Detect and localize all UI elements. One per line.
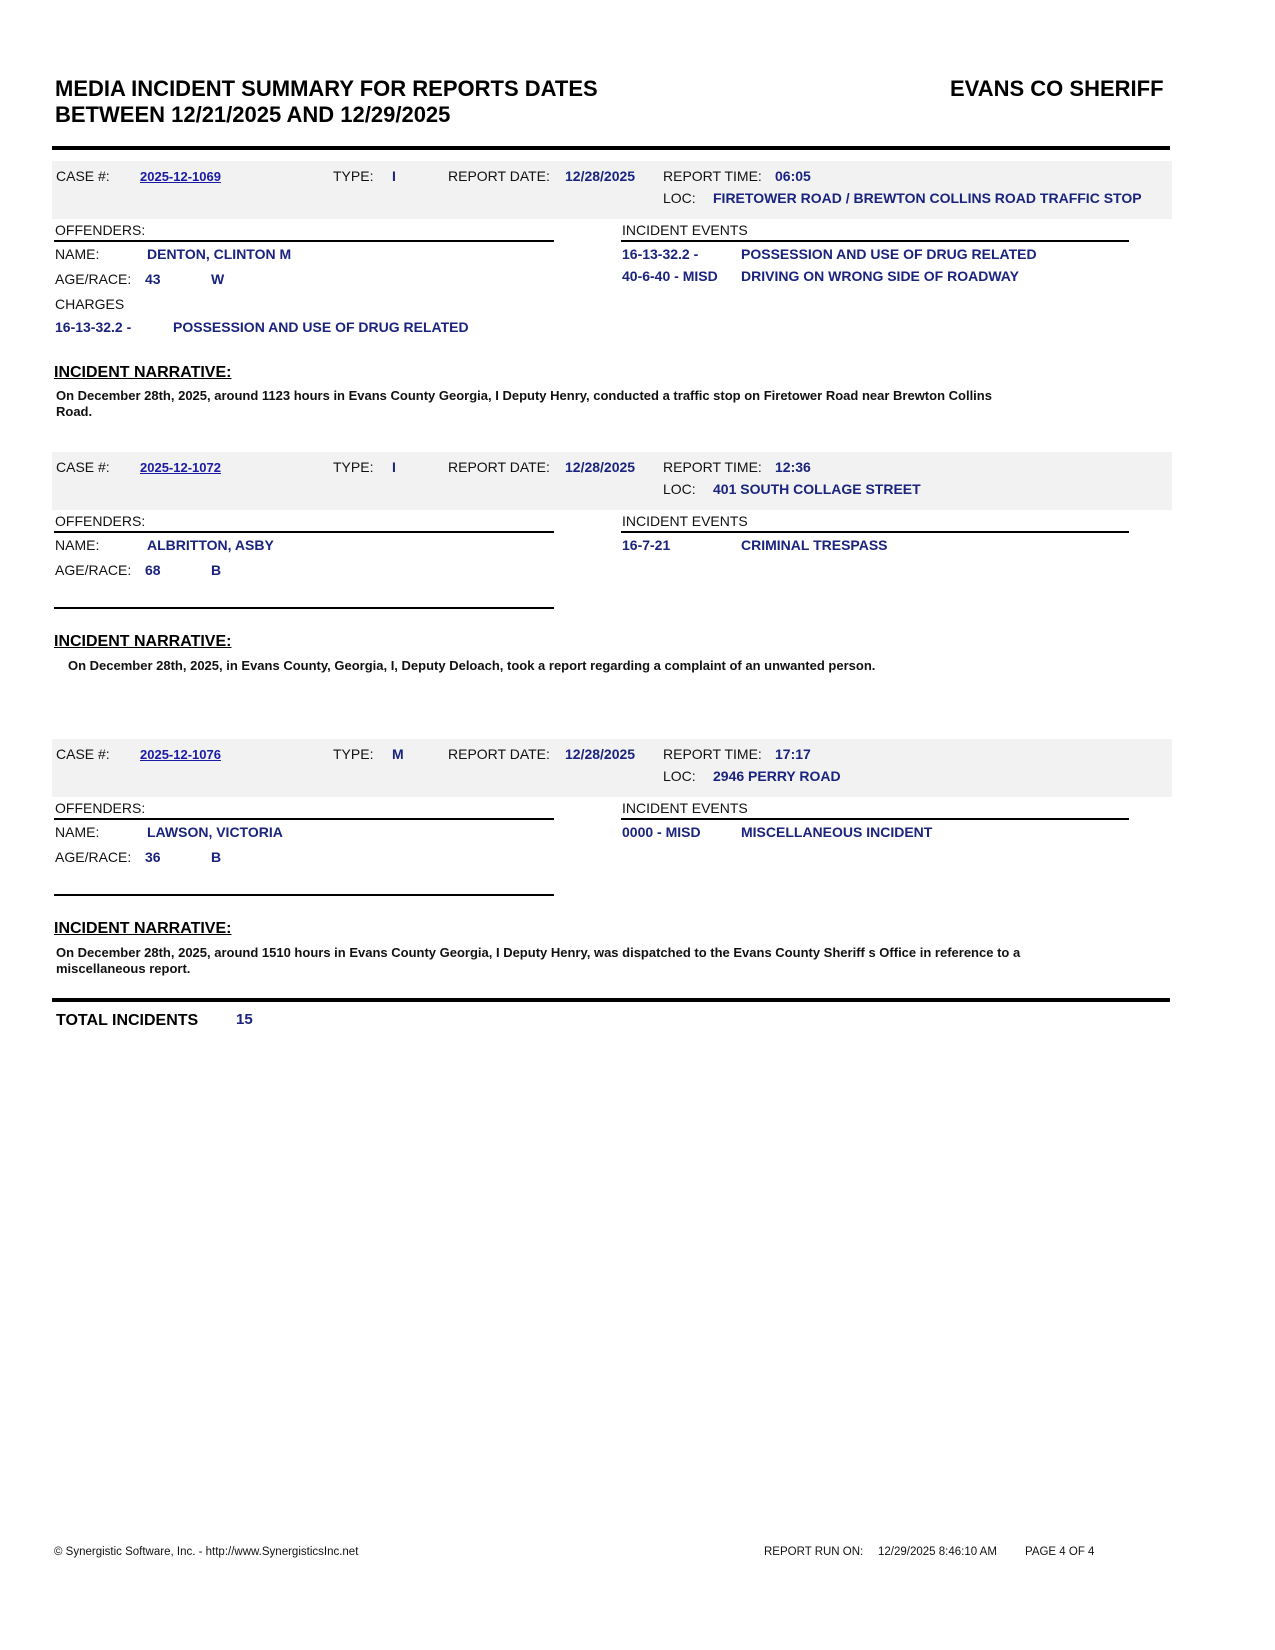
- incident-events-heading: INCIDENT EVENTS: [622, 222, 748, 238]
- case-number-link[interactable]: 2025-12-1069: [140, 169, 221, 184]
- report-date-label: REPORT DATE:: [448, 168, 550, 184]
- offenders-heading: OFFENDERS:: [55, 513, 146, 529]
- event-code: 40-6-40 - MISD: [622, 268, 718, 284]
- header-divider: [52, 146, 1170, 150]
- charge-code: 16-13-32.2 -: [55, 319, 132, 335]
- narrative-line: On December 28th, 2025, in Evans County, Georgia, I, Deputy Deloach, took a report regarding a complaint of an unwanted person.: [68, 658, 876, 673]
- age-race-label: AGE/RACE:: [55, 271, 132, 287]
- type-value: I: [392, 459, 396, 475]
- incident-events-divider: [621, 240, 1129, 242]
- type-value: I: [392, 168, 396, 184]
- report-time-value: 17:17: [775, 746, 811, 762]
- offender-section-end-divider: [54, 894, 554, 896]
- type-label: TYPE:: [333, 459, 374, 475]
- case-number-label: CASE #:: [56, 168, 110, 184]
- report-time-label: REPORT TIME:: [663, 459, 762, 475]
- totals-divider: [52, 998, 1170, 1002]
- offender-name-value: LAWSON, VICTORIA: [147, 824, 283, 840]
- offender-race-value: B: [211, 562, 222, 578]
- age-race-label: AGE/RACE:: [55, 562, 132, 578]
- charges-heading: CHARGES: [55, 296, 125, 312]
- case-number-label: CASE #:: [56, 459, 110, 475]
- footer-run-label: REPORT RUN ON:: [764, 1546, 864, 1558]
- narrative-line: Road.: [56, 404, 93, 419]
- report-time-value: 06:05: [775, 168, 811, 184]
- location-value: 2946 PERRY ROAD: [713, 768, 841, 784]
- location-label: LOC:: [663, 768, 696, 784]
- event-description: CRIMINAL TRESPASS: [741, 537, 888, 553]
- offenders-divider: [54, 240, 554, 242]
- offender-section-end-divider: [54, 607, 554, 609]
- offender-age-value: 36: [145, 849, 161, 865]
- report-time-value: 12:36: [775, 459, 811, 475]
- report-title-line2: BETWEEN 12/21/2025 AND 12/29/2025: [55, 102, 451, 127]
- narrative-line: miscellaneous report.: [56, 961, 191, 976]
- narrative-text: [56, 945, 1171, 977]
- report-time-label: REPORT TIME:: [663, 168, 762, 184]
- event-description: MISCELLANEOUS INCIDENT: [741, 824, 933, 840]
- event-code: 0000 - MISD: [622, 824, 701, 840]
- report-time-label: REPORT TIME:: [663, 746, 762, 762]
- narrative-heading: INCIDENT NARRATIVE:: [54, 920, 232, 937]
- narrative-line: On December 28th, 2025, around 1510 hours in Evans County Georgia, I Deputy Henry, was dispatched to the Evans County Sheriff s Office in reference to a: [56, 945, 1021, 960]
- case-number-link[interactable]: 2025-12-1076: [140, 747, 221, 762]
- offenders-heading: OFFENDERS:: [55, 222, 146, 238]
- narrative-heading: INCIDENT NARRATIVE:: [54, 633, 232, 650]
- offenders-divider: [54, 818, 554, 820]
- report-date-value: 12/28/2025: [565, 459, 636, 475]
- offender-age-value: 43: [145, 271, 161, 287]
- event-description: POSSESSION AND USE OF DRUG RELATED: [741, 246, 1037, 262]
- footer-page-number: PAGE 4 OF 4: [1025, 1546, 1095, 1558]
- offender-name-label: NAME:: [55, 537, 100, 553]
- footer-run-timestamp: 12/29/2025 8:46:10 AM: [878, 1546, 997, 1558]
- location-value: 401 SOUTH COLLAGE STREET: [713, 481, 921, 497]
- location-label: LOC:: [663, 190, 696, 206]
- narrative-line: On December 28th, 2025, around 1123 hours in Evans County Georgia, I Deputy Henry, conducted a traffic stop on Firetower Road near Brewton Collins: [56, 388, 992, 403]
- type-label: TYPE:: [333, 168, 374, 184]
- offender-race-value: W: [211, 271, 225, 287]
- offender-name-value: ALBRITTON, ASBY: [147, 537, 274, 553]
- report-title-line1: MEDIA INCIDENT SUMMARY FOR REPORTS DATES: [55, 76, 598, 101]
- type-label: TYPE:: [333, 746, 374, 762]
- incident-events-heading: INCIDENT EVENTS: [622, 513, 748, 529]
- report-date-label: REPORT DATE:: [448, 746, 550, 762]
- total-incidents-label: TOTAL INCIDENTS: [56, 1012, 199, 1029]
- incident-events-heading: INCIDENT EVENTS: [622, 800, 748, 816]
- incident-events-divider: [621, 531, 1129, 533]
- narrative-heading: INCIDENT NARRATIVE:: [54, 364, 232, 381]
- offenders-divider: [54, 531, 554, 533]
- report-title: [55, 76, 598, 128]
- case-number-link[interactable]: 2025-12-1072: [140, 460, 221, 475]
- agency-name: EVANS CO SHERIFF: [950, 76, 1164, 101]
- narrative-text: [68, 658, 1168, 674]
- narrative-text: [56, 388, 1171, 420]
- offender-name-label: NAME:: [55, 824, 100, 840]
- report-date-value: 12/28/2025: [565, 168, 636, 184]
- event-description: DRIVING ON WRONG SIDE OF ROADWAY: [741, 268, 1019, 284]
- offender-age-value: 68: [145, 562, 161, 578]
- report-date-value: 12/28/2025: [565, 746, 636, 762]
- case-number-label: CASE #:: [56, 746, 110, 762]
- charge-description: POSSESSION AND USE OF DRUG RELATED: [173, 319, 469, 335]
- location-value: FIRETOWER ROAD / BREWTON COLLINS ROAD TRAFFIC STOP: [713, 190, 1142, 206]
- age-race-label: AGE/RACE:: [55, 849, 132, 865]
- report-date-label: REPORT DATE:: [448, 459, 550, 475]
- offenders-heading: OFFENDERS:: [55, 800, 146, 816]
- event-code: 16-7-21: [622, 537, 671, 553]
- total-incidents-value: 15: [236, 1011, 253, 1028]
- offender-race-value: B: [211, 849, 222, 865]
- footer-copyright: © Synergistic Software, Inc. - http://www.SynergisticsInc.net: [54, 1546, 359, 1558]
- incident-events-divider: [621, 818, 1129, 820]
- type-value: M: [392, 746, 404, 762]
- location-label: LOC:: [663, 481, 696, 497]
- event-code: 16-13-32.2 -: [622, 246, 699, 262]
- offender-name-value: DENTON, CLINTON M: [147, 246, 292, 262]
- offender-name-label: NAME:: [55, 246, 100, 262]
